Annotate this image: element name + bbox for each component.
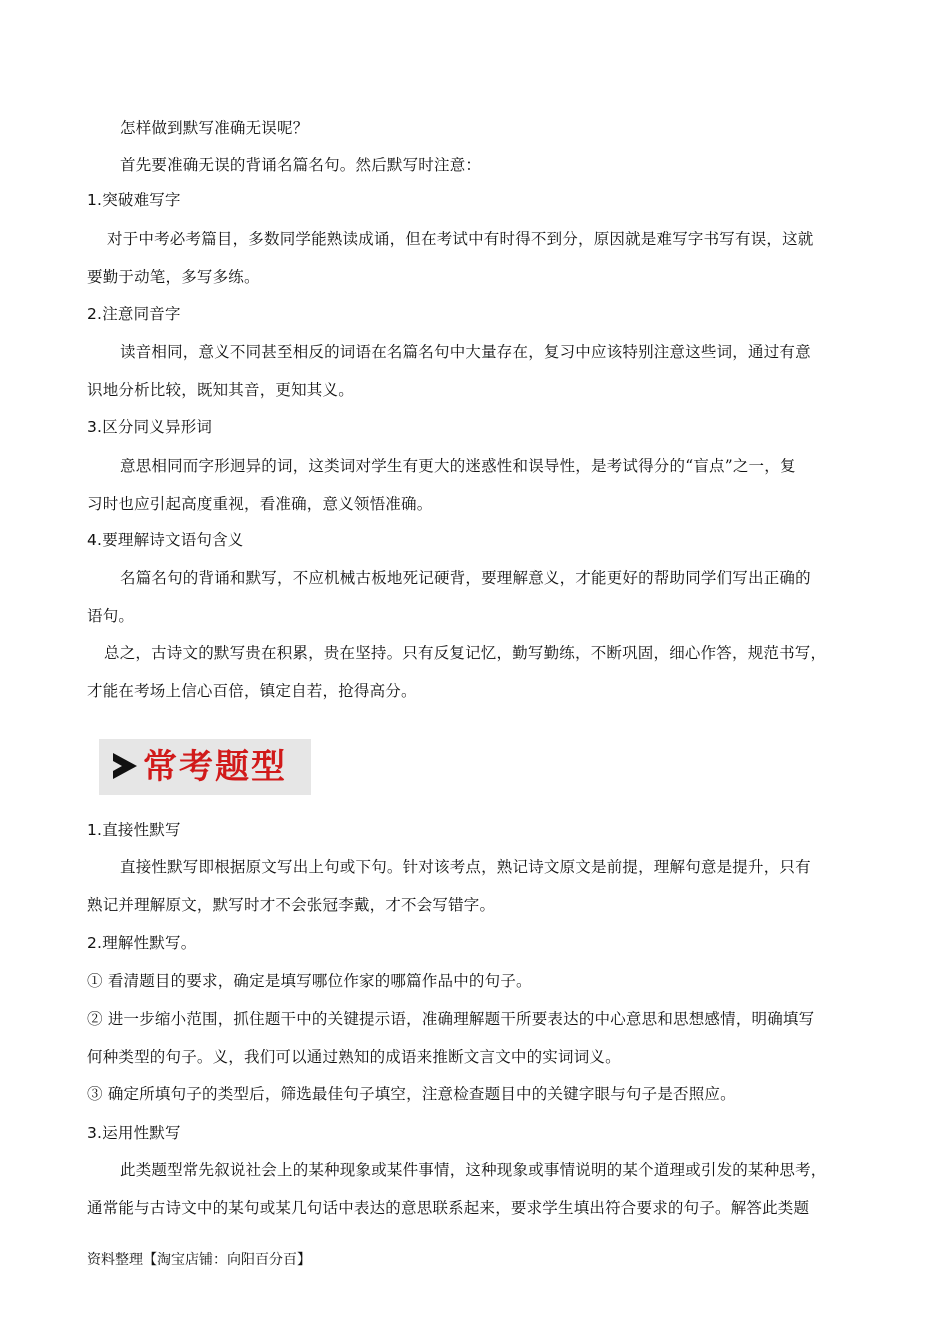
section-2-paragraph-line-2: 识地分析比较，既知其音，更知其义。 [87, 381, 354, 399]
type-1-heading: 1.直接性默写 [87, 821, 181, 839]
type-1-paragraph-line-2: 熟记并理解原文，默写时才不会张冠李戴，才不会写错字。 [87, 896, 496, 914]
arrowhead-icon [113, 753, 137, 779]
type-2-item-2-line-1: ② 进一步缩小范围，抓住题干中的关键提示语，准确理解题干所要表达的中心意思和思想感情，明确填写 [87, 1010, 815, 1028]
type-3-paragraph-line-2: 通常能与古诗文中的某句或某几句话中表达的意思联系起来，要求学生填出符合要求的句子。解答此类题 [87, 1199, 810, 1217]
section-3-paragraph-line-2: 习时也应引起高度重视，看准确，意义领悟准确。 [87, 495, 433, 513]
section-2-paragraph-line-1: 读音相同，意义不同甚至相反的词语在名篇名句中大量存在，复习中应该特别注意这些词，通过有意 [120, 343, 811, 361]
section-4-paragraph-line-2: 语句。 [87, 607, 135, 625]
type-2-item-1: ① 看清题目的要求，确定是填写哪位作家的哪篇作品中的句子。 [87, 972, 532, 990]
section-1-paragraph-line-1: 对于中考必考篇目，多数同学能熟读成诵，但在考试中有时得不到分，原因就是难写字书写有误，这就 [107, 230, 814, 248]
section-1-paragraph-line-2: 要勤于动笔，多写多练。 [87, 268, 260, 286]
summary-line-2: 才能在考场上信心百倍，镇定自若，抢得高分。 [87, 682, 417, 700]
summary-line-1: 总之，古诗文的默写贵在积累，贵在坚持。只有反复记忆，勤写勤练，不断巩固，细心作答，规范书写， [104, 644, 827, 662]
type-3-heading: 3.运用性默写 [87, 1124, 181, 1142]
banner-title: 常考题型 [143, 747, 287, 787]
type-2-item-2-line-2: 何种类型的句子。义，我们可以通过熟知的成语来推断文言文中的实词词义。 [87, 1048, 621, 1066]
type-2-item-3: ③ 确定所填句子的类型后，筛选最佳句子填空，注意检查题目中的关键字眼与句子是否照应。 [87, 1085, 736, 1103]
section-1-heading: 1.突破难写字 [87, 191, 181, 209]
section-4-paragraph-line-1: 名篇名句的背诵和默写，不应机械古板地死记硬背，要理解意义，才能更好的帮助同学们写出正确的 [120, 569, 811, 587]
section-2-heading: 2.注意同音字 [87, 305, 181, 323]
intro-answer: 首先要准确无误的背诵名篇名句。然后默写时注意： [120, 156, 482, 174]
type-2-heading: 2.理解性默写。 [87, 934, 197, 952]
footer-note: 资料整理【淘宝店铺：向阳百分百】 [87, 1252, 311, 1268]
type-3-paragraph-line-1: 此类题型常先叙说社会上的某种现象或某件事情，这种现象或事情说明的某个道理或引发的某种思考， [120, 1161, 827, 1179]
type-1-paragraph-line-1: 直接性默写即根据原文写出上句或下句。针对该考点，熟记诗文原文是前提，理解句意是提升，只有 [120, 858, 811, 876]
section-banner [99, 739, 311, 795]
section-3-paragraph-line-1: 意思相同而字形迥异的词，这类词对学生有更大的迷惑性和误导性，是考试得分的“盲点”之一，复 [120, 457, 796, 475]
section-3-heading: 3.区分同义异形词 [87, 418, 213, 436]
section-4-heading: 4.要理解诗文语句含义 [87, 531, 244, 549]
intro-question: 怎样做到默写准确无误呢？ [120, 119, 309, 137]
